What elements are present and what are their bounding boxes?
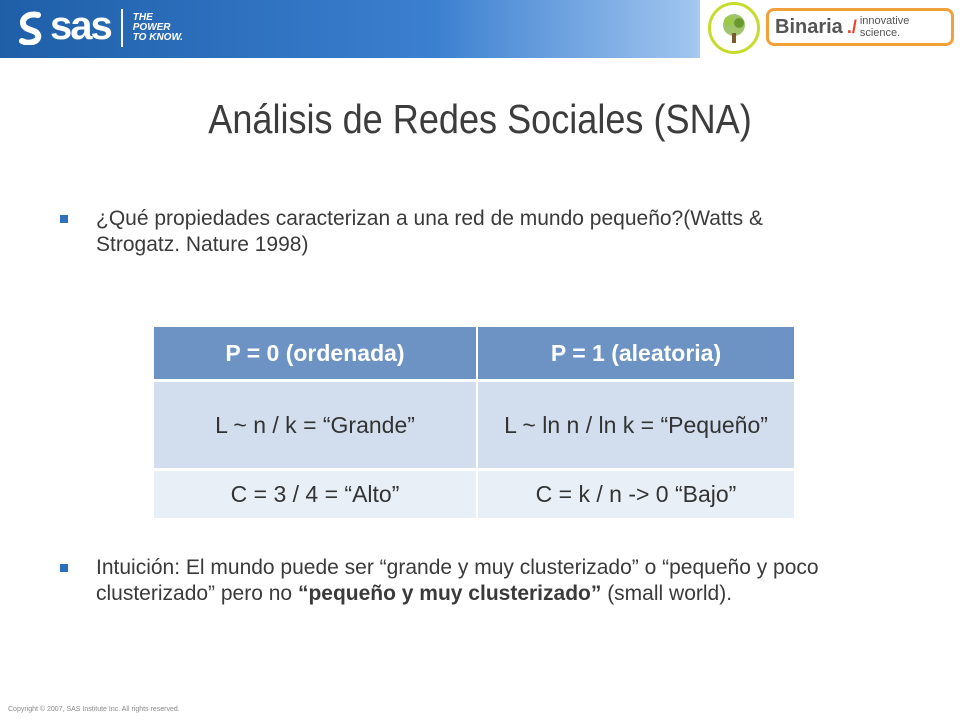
table-header-row (154, 327, 794, 381)
partner-logos (700, 0, 960, 58)
logo-divider (121, 9, 123, 47)
table-cell: L ~ ln n / ln k = “Pequeño” (477, 381, 794, 470)
header-band (0, 0, 960, 58)
table-cell: C = k / n -> 0 “Bajo” (477, 470, 794, 520)
sas-logo (14, 6, 183, 50)
slide-title: Análisis de Redes Sociales (SNA) (208, 96, 752, 142)
table-row (154, 470, 794, 520)
bullet-square-icon (60, 564, 68, 572)
tagline-line: TO KNOW. (132, 32, 183, 43)
table-cell: C = 3 / 4 = “Alto” (154, 470, 477, 520)
bullet-square-icon (60, 215, 68, 223)
globe-logo-icon (708, 2, 760, 54)
bullet-text-pre: Intuición: El mundo puede ser “grande y muy clusterizado” o “pequeño y poco clusterizado” pero no (96, 556, 819, 605)
table-header-cell: P = 1 (aleatoria) (477, 327, 794, 381)
comparison-table (154, 327, 794, 521)
bullet-text-post: (small world). (601, 582, 733, 605)
sas-swirl-icon (14, 11, 48, 45)
tree-icon (711, 5, 757, 51)
binaria-name: Binaria (775, 15, 843, 38)
bullet-text: ¿Qué propiedades caracterizan a una red de mundo pequeño?(Watts & Strogatz. Nature 1998) (96, 207, 763, 256)
table-row (154, 381, 794, 470)
table-cell: L ~ n / k = “Grande” (154, 381, 477, 470)
bullet-item (60, 206, 840, 258)
tagline-line: POWER (132, 22, 171, 33)
tagline-line: THE (132, 12, 153, 23)
copyright-footer: Copyright © 2007, SAS Institute Inc. All rights reserved. (8, 706, 180, 713)
binaria-logo (766, 8, 954, 46)
bullet-text (96, 555, 840, 607)
bullet-text-bold: “pequeño y muy clusterizado” (297, 582, 602, 605)
sas-logo-word: sas (50, 4, 111, 48)
table-header-cell: P = 0 (ordenada) (154, 327, 477, 381)
binaria-tagline: innovative science. (859, 15, 910, 39)
bullet-item (60, 555, 840, 607)
sas-tagline (133, 13, 183, 43)
binaria-mark: ./ (846, 16, 857, 37)
